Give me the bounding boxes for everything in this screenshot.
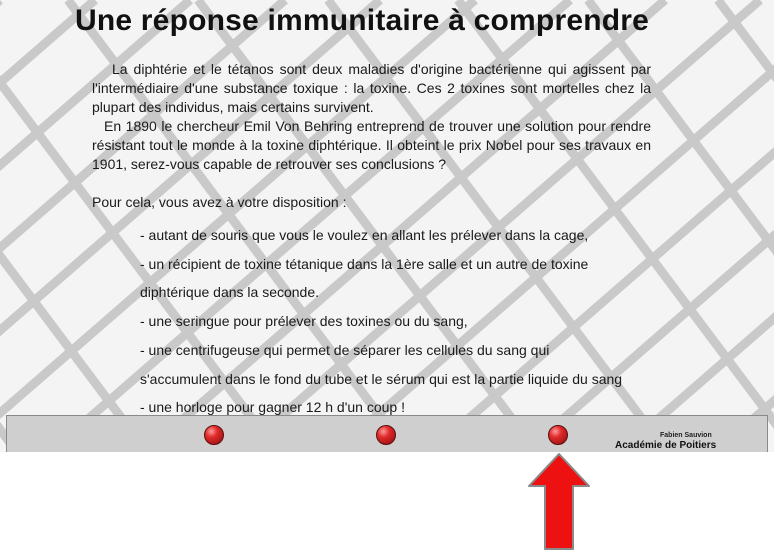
academy-credit: Académie de Poitiers — [615, 440, 717, 451]
page-title: Une réponse immunitaire à comprendre — [75, 4, 650, 37]
list-item: - autant de souris que vous le voulez en allant les prélever dans la cage, — [140, 227, 589, 243]
red-ball-button-2[interactable] — [376, 425, 396, 445]
list-item: - un récipient de toxine tétanique dans la 1ère salle et un autre de toxine — [140, 256, 589, 272]
list-item: - une horloge pour gagner 12 h d'un coup ! — [140, 399, 405, 415]
materials-intro: Pour cela, vous avez à votre disposition : — [92, 194, 347, 210]
red-ball-button-3[interactable] — [548, 425, 568, 445]
red-ball-button-1[interactable] — [204, 425, 224, 445]
paragraph-history: En 1890 le chercheur Emil Von Behring entreprend de trouver une solution pour rendre résistant tout le monde à la toxine diphtérique. Il obteint le prix Nobel pour ses travaux en 1901, serez-vous capable de retrouver ses conclusions ? — [92, 118, 651, 172]
up-arrow-icon — [527, 452, 591, 550]
paragraph-intro: La diphtérie et le tétanos sont deux maladies d'origine bactérienne qui agissent par l'intermédiaire d'une substance toxique : la toxine. Ces 2 toxines sont mortelles chez la plupart des individus, mais certains survivent. — [92, 61, 651, 115]
list-item: - une seringue pour prélever des toxines ou du sang, — [140, 313, 468, 329]
list-item: diphtérique dans la seconde. — [140, 284, 320, 300]
author-credit: Fabien Sauvion — [660, 432, 712, 439]
list-item: - une centrifugeuse qui permet de séparer les cellules du sang qui — [140, 342, 550, 358]
list-item: s'accumulent dans le fond du tube et le sérum qui est la partie liquide du sang — [140, 371, 623, 387]
